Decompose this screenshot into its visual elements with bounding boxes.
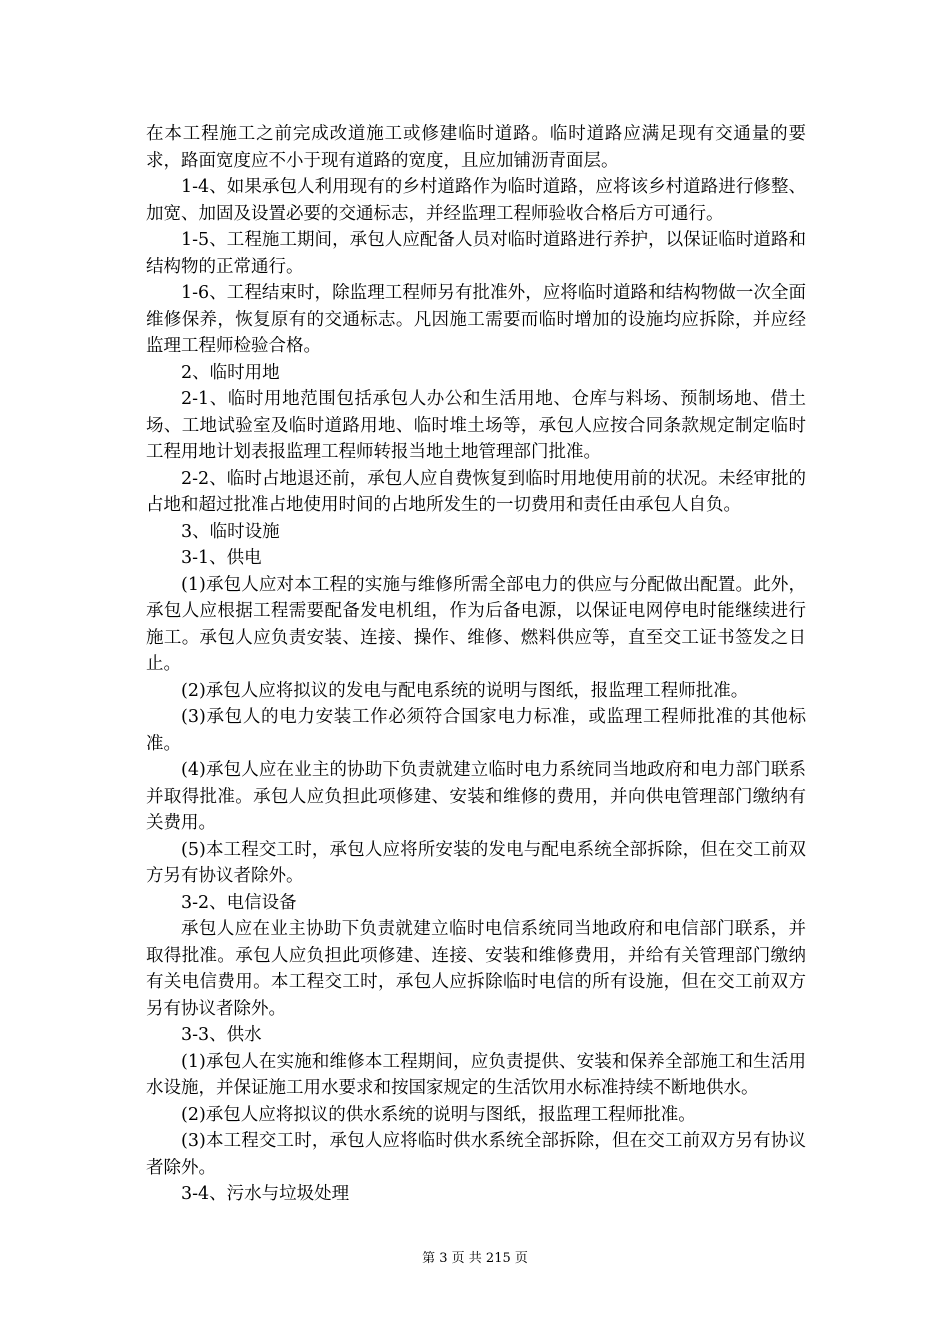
- paragraph: 承包人应在业主协助下负责就建立临时电信系统同当地政府和电信部门联系，并取得批准。承包人应负担此项修建、连接、安装和维修费用，并给有关管理部门缴纳有关电信费用。本工程交工时，承包人应拆除临时电信的所有设施，但在交工前双方另有协议者除外。: [146, 919, 806, 1019]
- paragraph: (2)承包人应将拟议的发电与配电系统的说明与图纸，报监理工程师批准。: [181, 680, 749, 701]
- subsection-heading: 3-4、污水与垃圾处理: [181, 1184, 350, 1204]
- paragraph: 在本工程施工之前完成改道施工或修建临时道路。临时道路应满足现有交通量的要求，路面宽度应不小于现有道路的宽度，且应加铺沥青面层。: [146, 124, 806, 171]
- paragraph: (2)承包人应将拟议的供水系统的说明与图纸，报监理工程师批准。: [181, 1104, 696, 1125]
- paragraph: 1-4、如果承包人利用现有的乡村道路作为临时道路，应将该乡村道路进行修整、加宽、加固及设置必要的交通标志，并经监理工程师验收合格后方可通行。: [146, 177, 806, 224]
- subsection-heading: 3-2、电信设备: [181, 892, 297, 913]
- paragraph: (1)承包人在实施和维修本工程期间，应负责提供、安装和保养全部施工和生活用水设施，并保证施工用水要求和按国家规定的生活饮用水标准持续不断地供水。: [146, 1051, 806, 1098]
- document-body: [146, 121, 806, 1208]
- paragraph: 2-1、临时用地范围包括承包人办公和生活用地、仓库与料场、预制场地、借土场、工地试验室及临时道路用地、临时堆土场等，承包人应按合同条款规定制定临时工程用地计划表报监理工程师转报当地土地管理部门批准。: [146, 389, 806, 462]
- page-footer: 第 3 页 共 215 页: [422, 1251, 528, 1266]
- paragraph: (1)承包人应对本工程的实施与维修所需全部电力的供应与分配做出配置。此外，承包人应根据工程需要配备发电机组，作为后备电源，以保证电网停电时能继续进行施工。承包人应负责安装、连接、操作、维修、燃料供应等，直至交工证书签发之日止。: [146, 574, 806, 674]
- subsection-heading: 3-1、供电: [181, 548, 262, 568]
- paragraph: (4)承包人应在业主的协助下负责就建立临时电力系统同当地政府和电力部门联系并取得批准。承包人应负担此项修建、安装和维修的费用，并向供电管理部门缴纳有关费用。: [146, 760, 806, 833]
- paragraph: 2-2、临时占地退还前，承包人应自费恢复到临时用地使用前的状况。未经审批的占地和超过批准占地使用时间的占地所发生的一切费用和责任由承包人自负。: [146, 468, 806, 515]
- subsection-heading: 3-3、供水: [181, 1025, 262, 1045]
- section-heading: 3、临时设施: [181, 521, 280, 542]
- paragraph: 1-5、工程施工期间，承包人应配备人员对临时道路进行养护，以保证临时道路和结构物的正常通行。: [146, 230, 806, 277]
- paragraph: (3)承包人的电力安装工作必须符合国家电力标准，或监理工程师批准的其他标准。: [146, 707, 806, 754]
- section-heading: 2、临时用地: [181, 362, 280, 383]
- paragraph: (5)本工程交工时，承包人应将所安装的发电与配电系统全部拆除，但在交工前双方另有协议者除外。: [146, 839, 806, 886]
- paragraph: 1-6、工程结束时，除监理工程师另有批准外，应将临时道路和结构物做一次全面维修保养，恢复原有的交通标志。凡因施工需要而临时增加的设施均应拆除，并应经监理工程师检验合格。: [146, 283, 806, 356]
- paragraph: (3)本工程交工时，承包人应将临时供水系统全部拆除，但在交工前双方另有协议者除外。: [146, 1131, 806, 1178]
